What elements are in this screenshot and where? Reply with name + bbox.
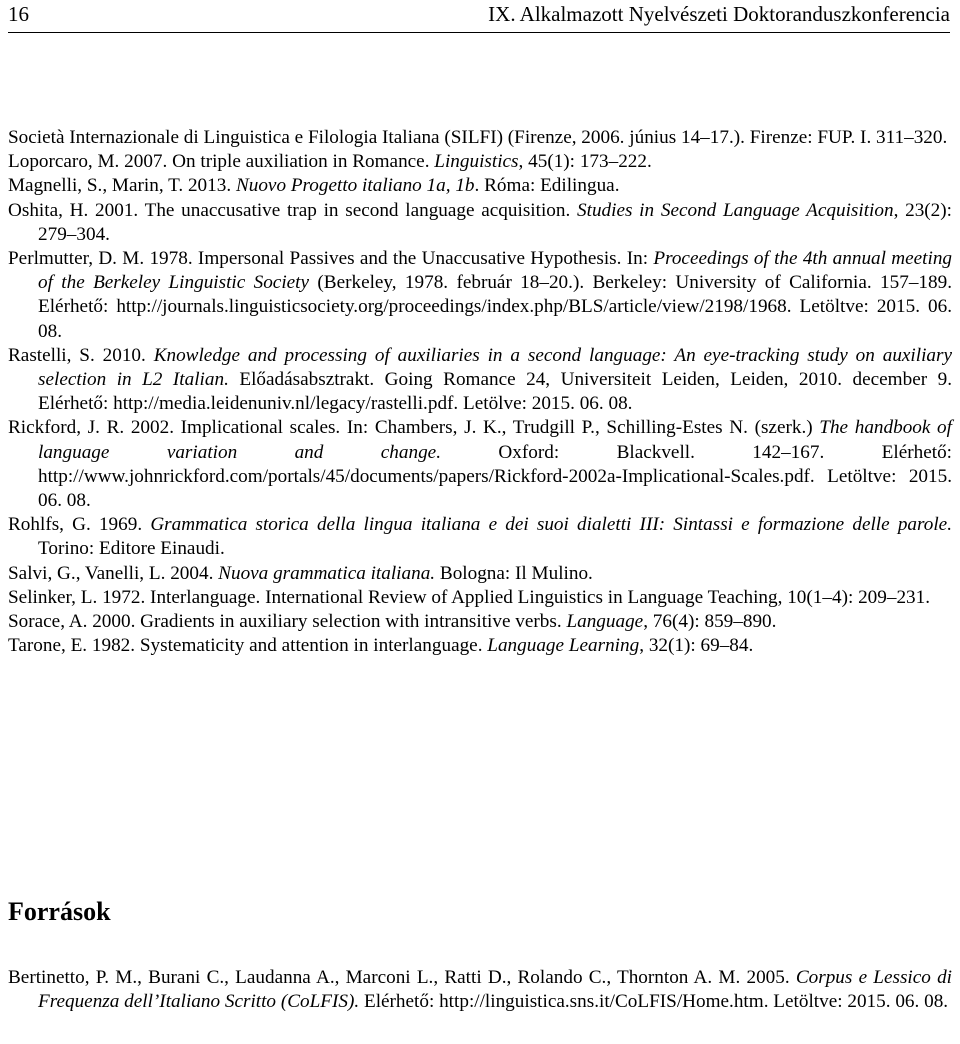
- reference-entry: Selinker, L. 1972. Interlanguage. International Review of Applied Linguistics in Language Teaching, 10(1–4): 209–231.: [8, 586, 931, 608]
- reference-entry: Rastelli, S. 2010. Knowledge and processing of auxiliaries in a second language: An eye-tracking study on auxiliary selection in L2 Italian. Előadásabsztrakt. Going Romance 24, Universiteit Leiden, Leiden, 2010. december 9. Elérhető: http://media.leidenuniv.nl/legacy/rastelli.pdf. Letölve: 2015. 06. 08.: [8, 344, 952, 415]
- reference-list: [8, 126, 952, 658]
- page-number: 16: [8, 2, 29, 26]
- running-title: IX. Alkalmazott Nyelvészeti Doktoranduszkonferencia: [488, 2, 950, 26]
- reference-entry: Sorace, A. 2000. Gradients in auxiliary selection with intransitive verbs. Language, 76(4): 859–890.: [8, 611, 777, 633]
- reference-entry: Tarone, E. 1982. Systematicity and attention in interlanguage. Language Learning, 32(1): 69–84.: [8, 635, 754, 657]
- sources-list: [8, 966, 952, 1014]
- reference-entry: Loporcaro, M. 2007. On triple auxiliation in Romance. Linguistics, 45(1): 173–222.: [8, 151, 652, 173]
- reference-entry: Salvi, G., Vanelli, L. 2004. Nuova grammatica italiana. Bologna: Il Mulino.: [8, 562, 593, 584]
- reference-entry: Società Internazionale di Linguistica e Filologia Italiana (SILFI) (Firenze, 2006. június 14–17.). Firenze: FUP. I. 311–320.: [8, 127, 948, 148]
- reference-entry: Perlmutter, D. M. 1978. Impersonal Passives and the Unaccusative Hypothesis. In: Proceedings of the 4th annual meeting of the Berkeley Linguistic Society (Berkeley, 1978. február 18–20.). Berkeley: University of California. 157–189. Elérhető: http://journals.linguisticsociety.org/proceedings/index.php/BLS/article/view/2198/1968. Letöltve: 2015. 06. 08.: [8, 248, 953, 342]
- reference-entry: Rohlfs, G. 1969. Grammatica storica della lingua italiana e dei suoi dialetti III: Sintassi e formazione delle parole. Torino: Editore Einaudi.: [8, 514, 952, 560]
- source-entry: Bertinetto, P. M., Burani C., Laudanna A., Marconi L., Ratti D., Rolando C., Thornton A. M. 2005. Corpus e Lessico di Frequenza dell’Italiano Scritto (CoLFIS). Elérhető: http://linguistica.sns.it/CoLFIS/Home.htm. Letöltve: 2015. 06. 08.: [8, 967, 952, 1013]
- reference-entry: Rickford, J. R. 2002. Implicational scales. In: Chambers, J. K., Trudgill P., Schilling-Estes N. (szerk.) The handbook of language variation and change. Oxford: Blackvell. 142–167. Elérhető: http://www.johnrickford.com/portals/45/documents/papers/Rickford-2002a-Implicational-Scales.pdf. Letöltve: 2015. 06. 08.: [8, 417, 952, 512]
- page-header: [8, 2, 950, 28]
- reference-entry: Magnelli, S., Marin, T. 2013. Nuovo Progetto italiano 1a, 1b. Róma: Edilingua.: [8, 175, 620, 197]
- reference-entry: Oshita, H. 2001. The unaccusative trap in second language acquisition. Studies in Second Language Acquisition, 23(2): 279–304.: [8, 199, 952, 245]
- section-heading: Források: [8, 897, 111, 926]
- header-rule: [8, 32, 950, 33]
